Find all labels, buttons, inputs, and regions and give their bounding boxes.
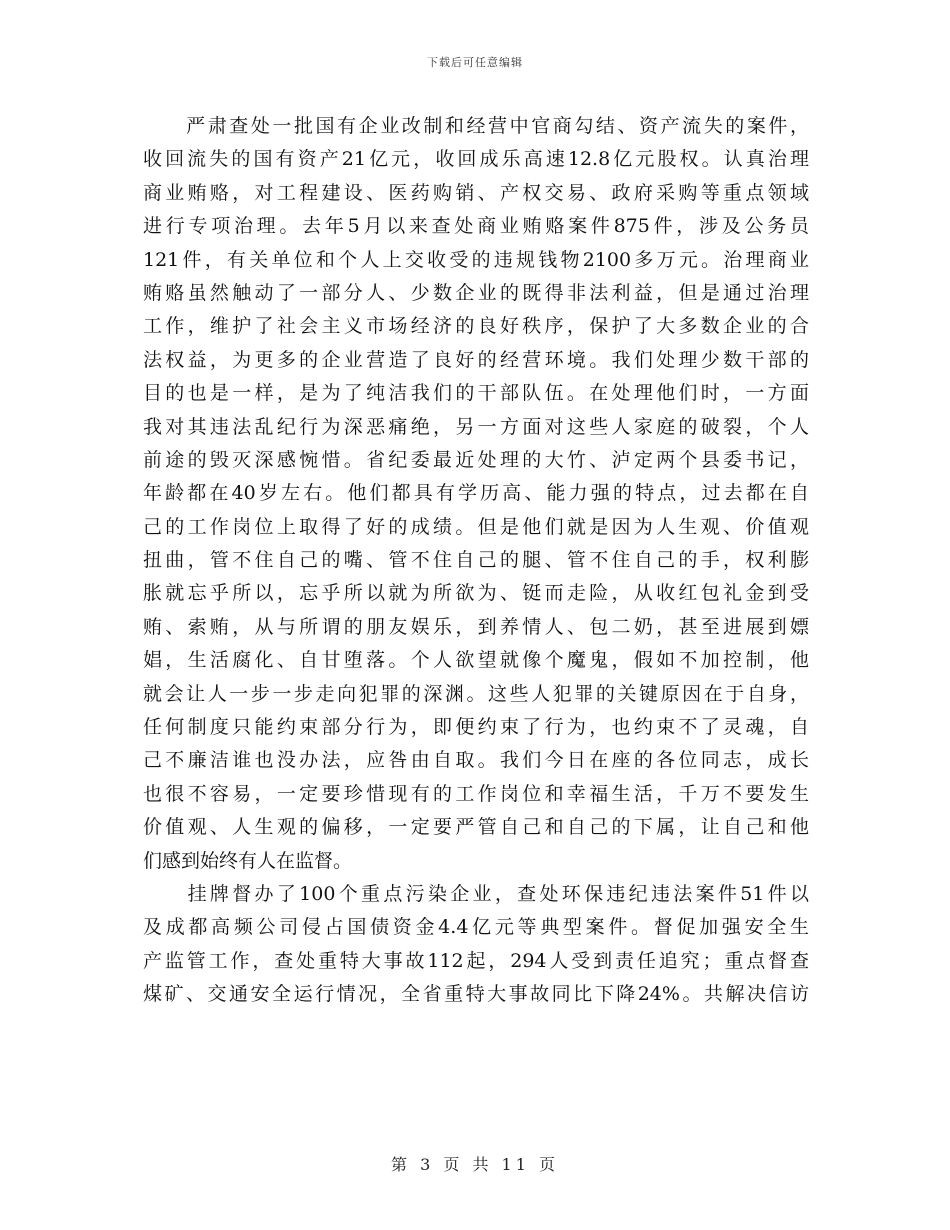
text-line: 年龄都在40岁左右。他们都具有学历高、能力强的特点，过去都在自 — [143, 482, 809, 505]
text-line: 收回流失的国有资产21亿元，收回成乐高速12.8亿元股权。认真治理 — [143, 148, 809, 171]
text-line: 任何制度只能约束部分行为，即便约束了行为，也约束不了灵魂，自 — [143, 716, 809, 739]
page-number-footer: 第 3 页 共 11 页 — [391, 1155, 559, 1174]
text-line: 进行专项治理。去年5月以来查处商业贿赂案件875件，涉及公务员 — [143, 215, 809, 238]
text-line: 贿赂虽然触动了一部分人、少数企业的既得非法利益，但是通过治理 — [143, 281, 809, 304]
text-line: 挂牌督办了100个重点污染企业，查处环保违纪违法案件51件以 — [143, 882, 809, 905]
text-line: 产监管工作，查处重特大事故112起，294人受到责任追究；重点督查 — [143, 949, 809, 972]
paragraph-1 — [143, 110, 809, 878]
text-line: 法权益，为更多的企业营造了良好的经营环境。我们处理少数干部的 — [143, 348, 809, 371]
text-line: 严肃查处一批国有企业改制和经营中官商勾结、资产流失的案件， — [143, 115, 809, 137]
document-body — [143, 110, 809, 1012]
text-line: 娼，生活腐化、自甘堕落。个人欲望就像个魔鬼，假如不加控制，他 — [143, 649, 809, 672]
text-line: 我对其违法乱纪行为深恶痛绝，另一方面对这些人家庭的破裂，个人 — [143, 415, 809, 438]
text-line: 前途的毁灭深感惋惜。省纪委最近处理的大竹、泸定两个县委书记， — [143, 448, 809, 471]
text-line: 己不廉洁谁也没办法，应咎由自取。我们今日在座的各位同志，成长 — [143, 749, 809, 772]
text-line: 胀就忘乎所以，忘乎所以就为所欲为、铤而走险，从收红包礼金到受 — [143, 582, 809, 605]
text-line: 贿、索贿，从与所谓的朋友娱乐，到养情人、包二奶，甚至进展到嫖 — [143, 615, 809, 638]
text-line: 煤矿、交通安全运行情况，全省重特大事故同比下降24%。共解决信访 — [143, 983, 809, 1006]
text-line: 己的工作岗位上取得了好的成绩。但是他们就是因为人生观、价值观 — [143, 515, 809, 538]
text-line: 目的也是一样，是为了纯洁我们的干部队伍。在处理他们时，一方面 — [143, 382, 809, 405]
text-line: 121件，有关单位和个人上交收受的违规钱物2100多万元。治理商业 — [143, 248, 809, 271]
paragraph-2 — [143, 878, 809, 1012]
text-line: 就会让人一步一步走向犯罪的深渊。这些人犯罪的关键原因在于自身， — [143, 682, 809, 705]
text-line: 们感到始终有人在监督。 — [143, 849, 353, 872]
page-header: 下载后可任意编辑 — [427, 56, 523, 69]
text-line: 商业贿赂，对工程建设、医药购销、产权交易、政府采购等重点领域 — [143, 181, 809, 204]
text-line: 及成都高频公司侵占国债资金4.4亿元等典型案件。督促加强安全生 — [143, 916, 809, 939]
text-line: 价值观、人生观的偏移，一定要严管自己和自己的下属，让自己和他 — [143, 816, 809, 839]
text-line: 扭曲，管不住自己的嘴、管不住自己的腿、管不住自己的手，权利膨 — [143, 549, 809, 572]
text-line: 也很不容易，一定要珍惜现有的工作岗位和幸福生活，千万不要发生 — [143, 782, 809, 805]
text-line: 工作，维护了社会主义市场经济的良好秩序，保护了大多数企业的合 — [143, 315, 809, 338]
